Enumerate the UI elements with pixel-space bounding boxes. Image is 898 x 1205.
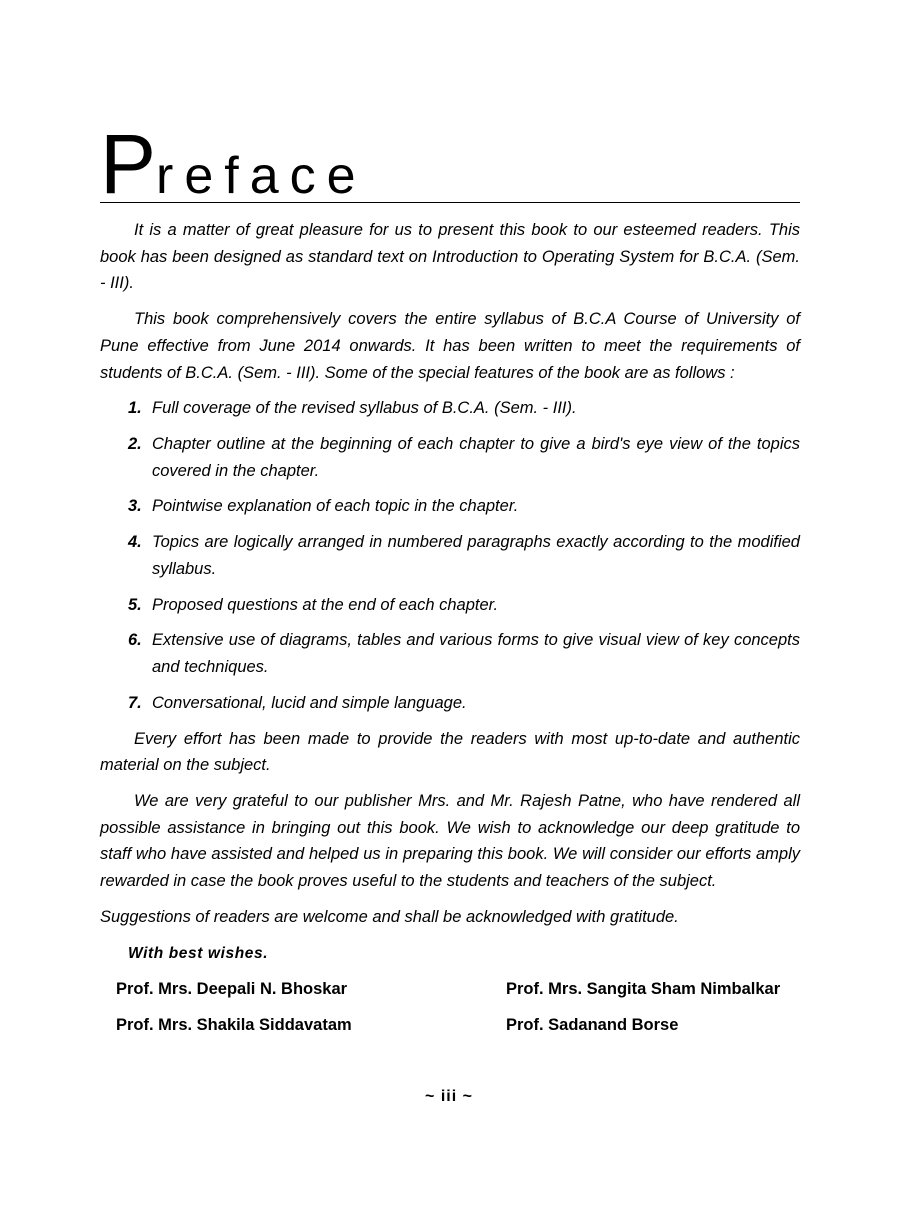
signature-block (100, 981, 800, 1053)
list-item-number: 3. (128, 497, 142, 516)
list-item (100, 627, 800, 680)
list-item-number: 5. (128, 595, 142, 614)
list-item (100, 431, 800, 484)
list-item-text: Topics are logically arranged in numbered paragraphs exactly according to the modified syllabus. (152, 533, 800, 578)
list-item-text: Conversational, lucid and simple language. (152, 693, 467, 712)
list-item-number: 1. (128, 399, 142, 418)
page-number: ~ iii ~ (425, 1088, 473, 1105)
title-remainder: reface (156, 147, 367, 205)
list-item-text: Chapter outline at the beginning of each chapter to give a bird's eye view of the topics covered in the chapter. (152, 435, 800, 480)
list-item (100, 395, 800, 422)
page-title (100, 96, 800, 211)
suggestions-note: Suggestions of readers are welcome and shall be acknowledged with gratitude. (100, 907, 679, 926)
author-name: Prof. Sadanand Borse (506, 1016, 679, 1035)
intro-paragraph-2: This book comprehensively covers the entire syllabus of B.C.A Course of University of Pune effective from June 2014 onwards. It has been written to meet the requirements of students of B.C.A. (Sem. - III). Some of the special features of the book are as follows : (100, 310, 800, 382)
features-list (100, 395, 800, 716)
list-item-number: 7. (128, 693, 142, 712)
list-item (100, 529, 800, 582)
list-item (100, 592, 800, 619)
with-best-wishes: With best wishes. (128, 944, 269, 962)
intro-paragraph-1: It is a matter of great pleasure for us to present this book to our esteemed readers. This book has been designed as standard text on Introduction to Operating System for B.C.A. (Sem. - III). (100, 221, 800, 293)
list-item (100, 493, 800, 520)
list-item-text: Proposed questions at the end of each chapter. (152, 595, 499, 614)
page-content (100, 96, 800, 1053)
drop-cap: P (100, 117, 157, 211)
list-item-number: 6. (128, 631, 142, 650)
author-name: Prof. Mrs. Shakila Siddavatam (116, 1016, 352, 1035)
signature-column-right (506, 981, 780, 1054)
author-name: Prof. Mrs. Deepali N. Bhoskar (116, 979, 348, 998)
list-item-number: 4. (128, 533, 142, 552)
list-item-text: Pointwise explanation of each topic in the chapter. (152, 497, 519, 516)
author-name: Prof. Mrs. Sangita Sham Nimbalkar (506, 979, 781, 998)
list-item (100, 690, 800, 717)
closing-paragraph-2: We are very grateful to our publisher Mrs. and Mr. Rajesh Patne, who have rendered all possible assistance in bringing out this book. We wish to acknowledge our deep gratitude to staff who have assisted and helped us in preparing this book. We will consider our efforts amply rewarded in case the book proves useful to the students and teachers of the subject. (100, 791, 800, 891)
signature-column-left (116, 981, 352, 1054)
list-item-text: Full coverage of the revised syllabus of B.C.A. (Sem. - III). (152, 399, 577, 418)
list-item-number: 2. (128, 435, 142, 454)
page-title-text (100, 117, 367, 211)
list-item-text: Extensive use of diagrams, tables and various forms to give visual view of key concepts and techniques. (152, 631, 800, 677)
closing-paragraph-1: Every effort has been made to provide the readers with most up-to-date and authentic material on the subject. (100, 729, 800, 775)
